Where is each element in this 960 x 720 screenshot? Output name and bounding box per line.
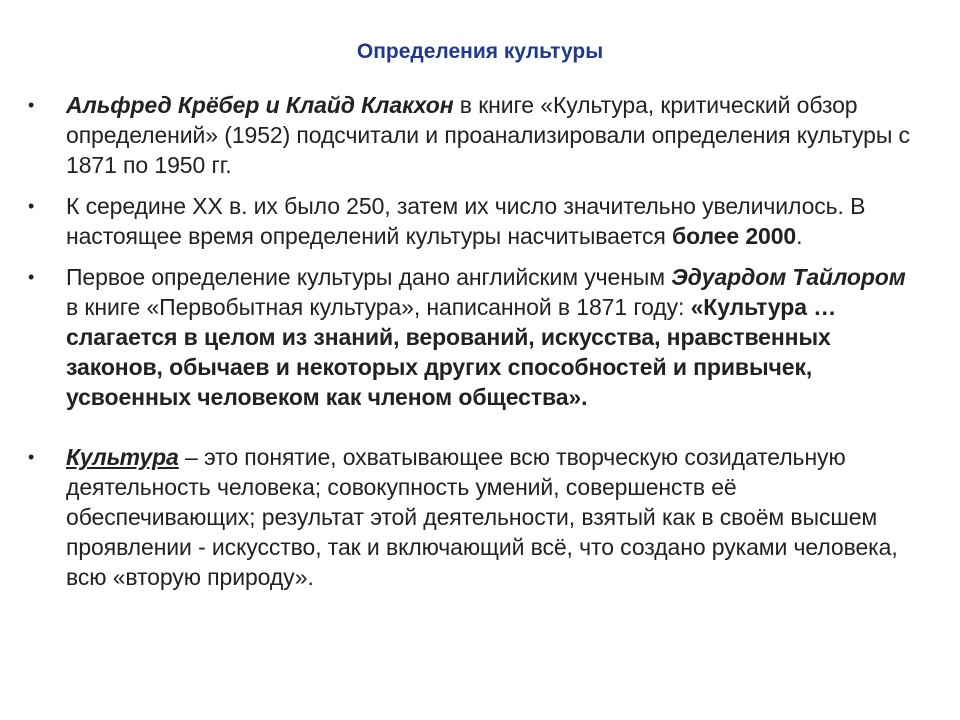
list-item (28, 262, 922, 412)
item-text-continued: в книге «Первобытная культура», написанной в 1871 году: (66, 294, 691, 320)
bullet-icon: • (28, 447, 35, 467)
list-item (28, 191, 922, 251)
quote-text: «Культура … слагается в целом из знаний, верований, искусства, нравственных законов, обычаев и некоторых других способностей и привычек, усвоенных человеком как членом общества». (66, 294, 837, 410)
term-text: Культура (66, 444, 179, 470)
bullet-icon: • (28, 196, 35, 216)
bullet-icon: • (28, 95, 35, 115)
list-item (28, 442, 922, 592)
item-text: К середине XX в. их было 250, затем их число значительно увеличилось. В настоящее время определений культуры насчитывается (66, 193, 866, 249)
item-text-end: . (796, 223, 803, 249)
author-text: Эдуардом Тайлором (671, 264, 906, 290)
item-text: в книге «Культура, критический обзор определений» (1952) подсчитали и проанализировали определения культуры с 1871 по 1950 гг. (66, 92, 910, 178)
slide-title: Определения культуры (356, 40, 604, 63)
list-item (28, 90, 922, 180)
bullet-icon: • (28, 267, 35, 287)
item-text: Первое определение культуры дано английским ученым (66, 264, 672, 290)
bullet-list (28, 90, 922, 603)
emphasis-text: более 2000 (671, 223, 797, 249)
item-text: – это понятие, охватывающее всю творческую созидательную деятельность человека; совокупность умений, совершенств её обеспечивающих; результат этой деятельности, взятый как в своём высшем проявлении - искусство, так и включающий всё, что создано руками человека, всю «вторую природу». (66, 444, 898, 590)
authors-text: Альфред Крёбер и Клайд Клакхон (66, 92, 454, 118)
